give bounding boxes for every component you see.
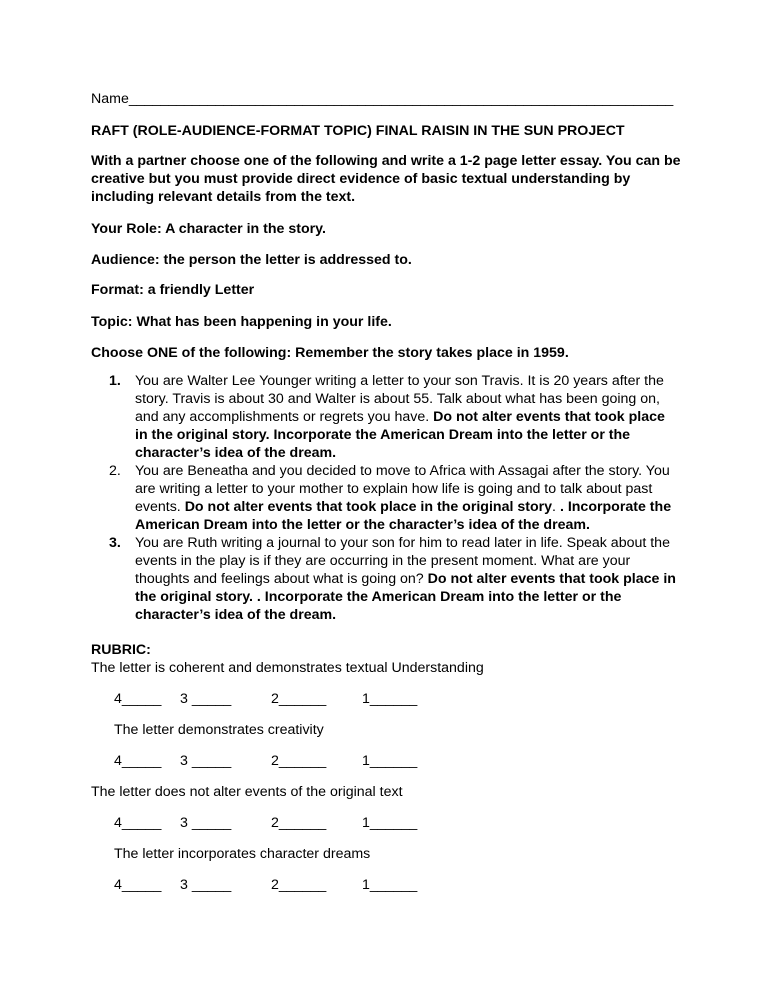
score-2-blank: 2______	[271, 753, 327, 769]
topic-line: Topic: What has been happening in your life.	[91, 314, 392, 330]
score-3-blank: 3 _____	[180, 691, 232, 707]
name-line: Name_____________________________________________________________________	[91, 91, 674, 107]
score-3-blank: 3 _____	[180, 877, 232, 893]
option-text: You are Beneatha and you decided to move to Africa with Assagai after the story. You are writing a letter to your mother to explain how life is going and to talk about past events.	[135, 463, 670, 515]
option-number: 3.	[109, 535, 121, 551]
rubric-criterion: The letter is coherent and demonstrates textual Understanding	[91, 660, 484, 676]
option-bold-text: Do not alter events that took place in the original story	[184, 499, 553, 515]
score-3-blank: 3 _____	[180, 753, 232, 769]
score-4-blank: 4_____	[114, 815, 162, 831]
option-item	[91, 372, 681, 462]
score-4-blank: 4_____	[114, 753, 162, 769]
rubric-heading: RUBRIC:	[91, 642, 151, 658]
score-4-blank: 4_____	[114, 877, 162, 893]
option-bold-text: Do not alter events that took place in the original story. . Incorporate the American Dream into the letter or the character’s idea of the dream.	[135, 571, 676, 623]
option-bold-text-2: . Incorporate the American Dream into the letter or the character’s idea of the dream.	[135, 499, 672, 533]
intro-paragraph: With a partner choose one of the following and write a 1-2 page letter essay. You can be creative but you must provide direct evidence of basic textual understanding by including relevant details from the text.	[91, 153, 681, 205]
rubric-criterion: The letter incorporates character dreams	[114, 846, 371, 862]
audience-line: Audience: the person the letter is addressed to.	[91, 252, 412, 268]
score-4-blank: 4_____	[114, 691, 162, 707]
document-title: RAFT (ROLE-AUDIENCE-FORMAT TOPIC) FINAL RAISIN IN THE SUN PROJECT	[91, 123, 625, 139]
score-3-blank: 3 _____	[180, 815, 232, 831]
choose-line: Choose ONE of the following: Remember the story takes place in 1959.	[91, 345, 569, 361]
format-line: Format: a friendly Letter	[91, 282, 255, 298]
score-1-blank: 1______	[362, 753, 418, 769]
score-1-blank: 1______	[362, 691, 418, 707]
option-text: You are Walter Lee Younger writing a letter to your son Travis. It is 20 years after the story. Travis is about 30 and Walter is about 55. Talk about what has been going on, and any accomplishments or regrets you have.	[135, 373, 664, 425]
role-line: Your Role: A character in the story.	[91, 221, 326, 237]
option-text: You are Ruth writing a journal to your son for him to read later in life. Speak about the events in the play is if they are occurring in the present moment. What are your thoughts and feelings about what is going on?	[135, 535, 670, 587]
score-2-blank: 2______	[271, 877, 327, 893]
rubric-criterion: The letter demonstrates creativity	[114, 722, 324, 738]
option-number: 2.	[109, 463, 121, 479]
option-item	[91, 534, 681, 624]
score-2-blank: 2______	[271, 691, 327, 707]
score-1-blank: 1______	[362, 815, 418, 831]
option-bold-text: Do not alter events that took place in the original story. Incorporate the American Dream into the letter or the character’s idea of the dream.	[135, 409, 665, 461]
rubric-criterion: The letter does not alter events of the original text	[91, 784, 403, 800]
options-list	[91, 372, 681, 624]
option-separator: .	[552, 499, 560, 515]
option-item	[91, 462, 681, 534]
score-1-blank: 1______	[362, 877, 418, 893]
option-number: 1.	[109, 373, 121, 389]
score-2-blank: 2______	[271, 815, 327, 831]
